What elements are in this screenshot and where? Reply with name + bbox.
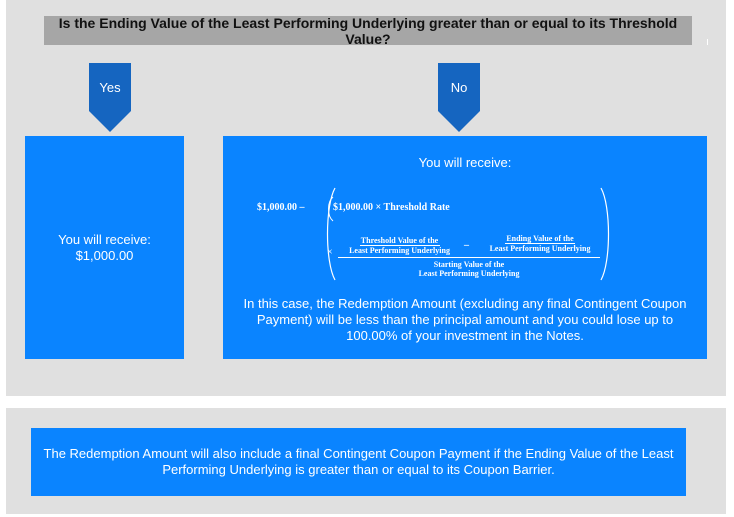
no-receive-label: You will receive: — [418, 155, 512, 170]
divider-tick — [707, 39, 708, 45]
fraction-rule — [338, 257, 600, 258]
threshold-value-line2: Least Performing Underlying — [349, 246, 450, 255]
formula-principal: $1,000.00 – — [257, 202, 305, 213]
threshold-value-line1: Threshold Value of the — [360, 236, 439, 245]
loss-description: In this case, the Redemption Amount (excluding any final Contingent Coupon Payment) will be less than the principal amount and you could lose up to 100.00% of your investment in the Notes. — [243, 296, 687, 343]
question-text: Is the Ending Value of the Least Performing Underlying greater than or equal to its Threshold Value? — [58, 14, 678, 47]
fraction-numerator — [338, 234, 600, 258]
yes-arrow-tip — [89, 111, 131, 132]
ending-value-line1: Ending Value of the — [506, 234, 574, 243]
formula-inner-term: $1,000.00 × Threshold Rate — [333, 202, 450, 213]
coupon-note-box — [31, 428, 686, 496]
no-arrow-tip — [438, 111, 480, 132]
starting-value-line2: Least Performing Underlying — [418, 269, 520, 278]
question-bar — [44, 16, 692, 45]
fraction-denominator — [338, 260, 600, 278]
ending-value-term — [478, 234, 602, 253]
numerator-minus: – — [464, 240, 469, 251]
no-outcome-box — [223, 136, 707, 359]
yes-receive-label: You will receive: — [58, 231, 151, 247]
inner-paren-icon — [325, 196, 335, 222]
yes-receive-amount: $1,000.00 — [75, 247, 134, 263]
payout-formula — [257, 188, 613, 280]
no-arrow — [438, 63, 480, 132]
no-label: No — [438, 63, 480, 111]
formula-threshold-term — [333, 202, 450, 213]
yes-arrow — [89, 63, 131, 132]
yes-outcome-box — [25, 136, 184, 359]
coupon-note-text: The Redemption Amount will also include a final Contingent Coupon Payment if the Ending Value of the Least Performing Underlying is greater than or equal to its Coupon Barrier. — [43, 446, 674, 477]
starting-value-line1: Starting Value of the — [433, 260, 505, 269]
formula-times: × — [327, 247, 333, 258]
ending-value-line2: Least Performing Underlying — [489, 244, 591, 253]
yes-label: Yes — [89, 63, 131, 111]
threshold-value-term — [338, 236, 461, 255]
